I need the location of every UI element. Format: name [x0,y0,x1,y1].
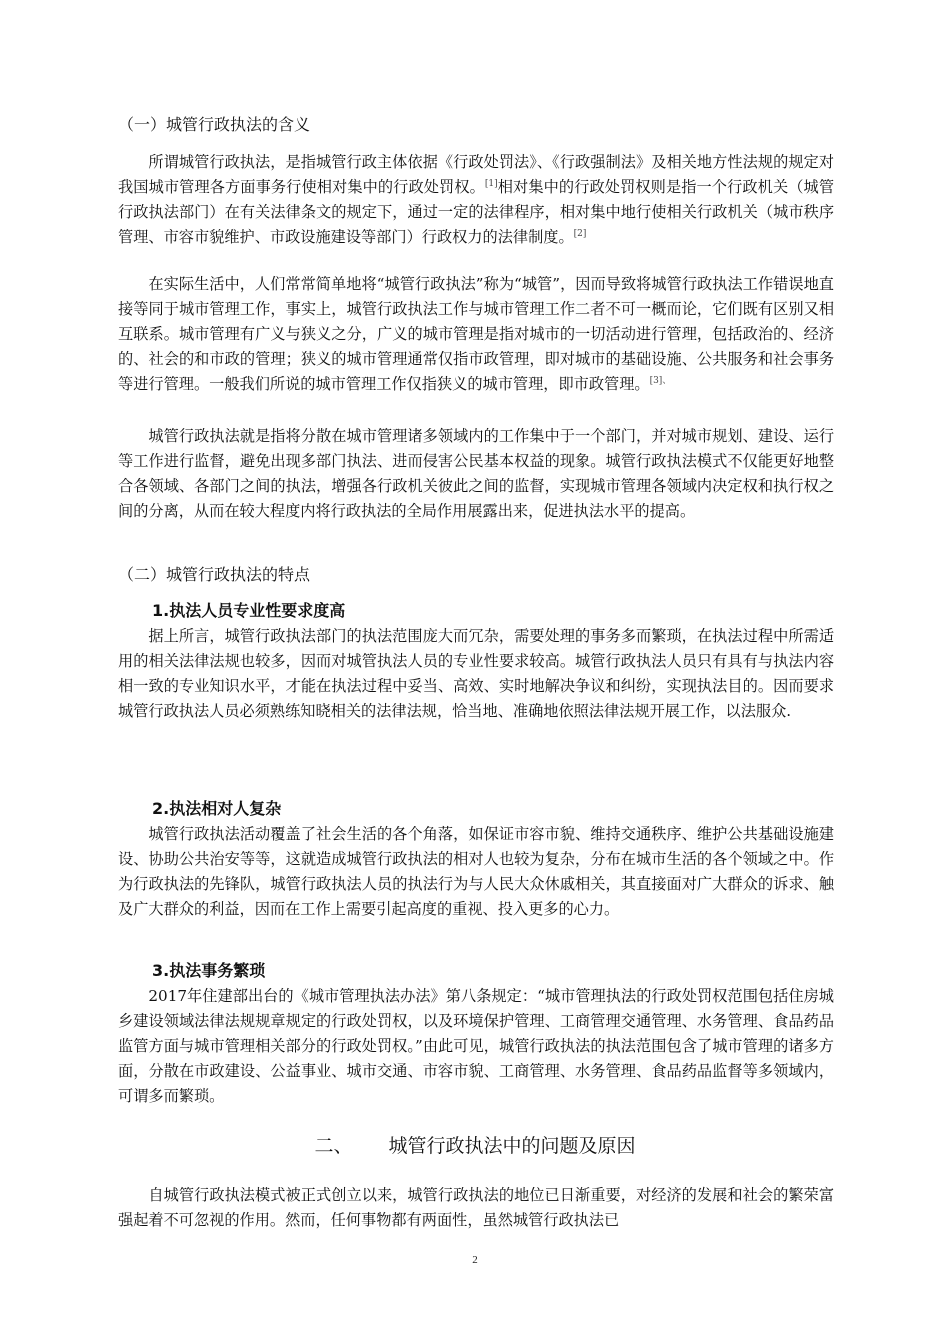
chapter-heading [0,1133,950,1159]
subheading-complex-affairs: 3.执法事务繁琐 [152,961,266,980]
chapter-number: 二、 [314,1135,353,1157]
footnote-ref-2: [2] [573,228,587,239]
paragraph-complex-affairs: 2017年住建部出台的《城市管理执法办法》第八条规定：“城市管理执法的行政处罚权范围包括住房城乡建设领域法律法规规章规定的行政处罚权，以及环境保护管理、工商管理交通管理、水务管理、食品药品监管方面与城市管理相关部分的行政处罚权。”由此可见，城管行政执法的执法范围包含了城市管理的诸多方面，分散在市政建设、公益事业、城市交通、市容市貌、工商管理、水务管理、食品药品监督等多领域内，可谓多而繁琐。 [118,987,834,1105]
footnote-ref-1: [1] [484,178,498,189]
paragraph-enforcement-model: 城管行政执法就是指将分散在城市管理诸多领域内的工作集中于一个部门，并对城市规划、建设、运行等工作进行监督，避免出现多部门执法、进而侵害公民基本权益的现象。城管行政执法模式不仅能更好地整合各领域、各部门之间的执法，增强各行政机关彼此之间的监督，实现城市管理各领域内决定权和执行权之间的分离，从而在较大程度内将行政执法的全局作用展露出来，促进执法水平的提高。 [118,427,834,520]
footnote-ref-3: [3]、 [649,375,672,386]
section-heading-meaning: （一）城管行政执法的含义 [118,115,311,134]
paragraph-chapter-intro: 自城管行政执法模式被正式创立以来，城管行政执法的地位已日渐重要，对经济的发展和社会的繁荣富强起着不可忽视的作用。然而，任何事物都有两面性，虽然城管行政执法已 [118,1186,834,1229]
paragraph-counterpart: 城管行政执法活动覆盖了社会生活的各个角落，如保证市容市貌、维持交通秩序、维护公共基础设施建设、协助公共治安等等，这就造成城管行政执法的相对人也较为复杂，分布在城市生活的各个领域之中。作为行政执法的先锋队，城管行政执法人员的执法行为与人民大众休戚相关，其直接面对广大群众的诉求、触及广大群众的利益，因而在工作上需要引起高度的重视、投入更多的心力。 [118,825,834,918]
paragraph-definition: 所谓城管行政执法，是指城管行政主体依据《行政处罚法》、《行政强制法》及相关地方性法规的规定对我国城市管理各方面事务行使相对集中的行政处罚权。[1]相对集中的行政处罚权则是指一个行政机关（城管行政执法部门）在有关法律条文的规定下，通过一定的法律程序，相对集中地行使相关行政机关（城市秩序管理、市容市貌维护、市政设施建设等部门）行政权力的法律制度。[2] [118,153,835,246]
paragraph-professionalism: 据上所言，城管行政执法部门的执法范围庞大而冗杂，需要处理的事务多而繁琐，在执法过程中所需适用的相关法律法规也较多，因而对城管执法人员的专业性要求较高。城管行政执法人员只有具有与执法内容相一致的专业知识水平，才能在执法过程中妥当、高效、实时地解决争议和纠纷，实现执法目的。因而要求城管行政执法人员必须熟练知晓相关的法律法规，恰当地、准确地依照法律法规开展工作，以法服众. [118,627,834,720]
chapter-title: 城管行政执法中的问题及原因 [388,1135,636,1157]
section-heading-features: （二）城管行政执法的特点 [118,565,311,584]
subheading-professionalism: 1.执法人员专业性要求度高 [152,601,346,620]
page-number: 2 [472,1254,478,1266]
paragraph-city-management: 在实际生活中，人们常常简单地将“城管行政执法”称为“城管”，因而导致将城管行政执法工作错误地直接等同于城市管理工作，事实上，城管行政执法工作与城市管理工作二者不可一概而论，它们既有区别又相互联系。城市管理有广义与狭义之分，广义的城市管理是指对城市的一切活动进行管理，包括政治的、经济的、社会的和市政的管理；狭义的城市管理通常仅指市政管理，即对城市的基础设施、公共服务和社会事务等进行管理。一般我们所说的城市管理工作仅指狭义的城市管理，即市政管理。$^{[3]、}$ [118,275,834,393]
subheading-counterpart: 2.执法相对人复杂 [152,799,282,818]
